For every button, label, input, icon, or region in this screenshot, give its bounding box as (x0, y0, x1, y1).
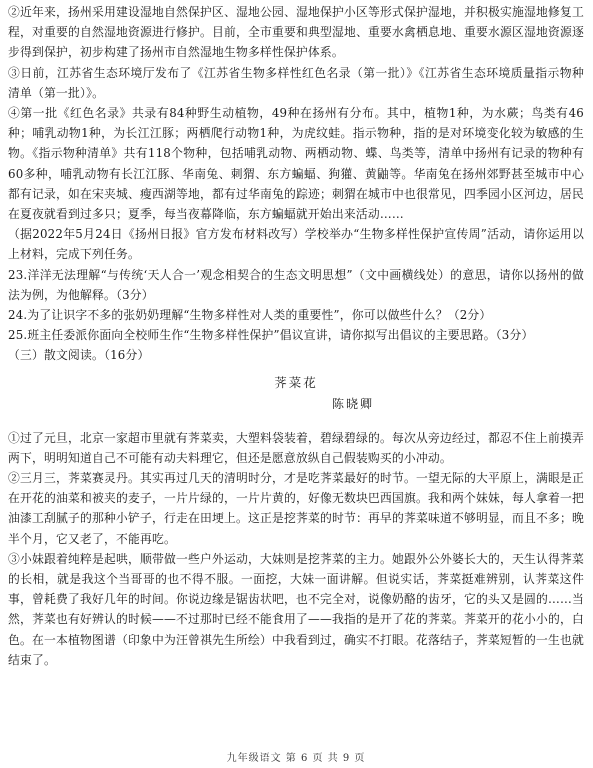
question-25: 25.班主任委派你面向全校师生作“生物多样性保护”倡议宣讲，请你拟写出倡议的主要思路。（3分） (8, 328, 534, 343)
essay-author: 陈晓卿 (331, 396, 374, 411)
exam-page (8, 2, 584, 766)
material-paragraph-4: ④第一批《红色名录》共录有84种野生动植物，49种在扬州有分布。其中，植物1种，为水蕨；鸟类有46种；哺乳动物1种，为长江江豚；两栖爬行动物1种，为虎纹蛙。指示物种，指的是对环境变化较为敏感的生物。《指示物种清单》共有118个物种，包括哺乳动物、两栖动物、蝶、鸟类等，清单中扬州有记录的物种有60多种，哺乳动物有长江江豚、华南兔、刺猬、东方蝙蝠、狗獾、黄鼬等。华南兔在扬州郊野甚至城市中心都有记录，如在宋夹城、瘦西湖等地，都有过华南兔的踪迹；刺猬在城市中也很常见，四季园小区河边，居民在夏夜就看到过多只；夏季，每当夜幕降临，东方蝙蝠就开始出来活动…… (8, 106, 584, 222)
essay-paragraph-3: ③小妹跟着纯粹是起哄，顺带做一些户外运动，大妹则是挖荠菜的主力。她跟外公外婆长大的，天生认得荠菜的长相，就是我这个当哥哥的也不得不服。一面挖，大妹一面讲解。但说实话，荠菜挺难辨别，认荠菜这件事，曾耗费了我好几年的时间。你说边缘是锯齿状吧，也不完全对，说像奶酪的齿牙，它的头又是圆的……当然，荠菜也有好辨认的时候——不过那时已经不能食用了——我指的是开了花的荠菜。荠菜开的花小小的，白色。在一本植物图谱（印象中为汪曾祺先生所绘）中我看到过，确实不打眼。花落结子，荠菜短暂的一生也就结束了。 (8, 551, 584, 667)
page-footer: 九年级语文 第 6 页 共 9 页 (226, 753, 366, 764)
section-heading: （三）散文阅读。（16分） (8, 348, 150, 363)
material-source-and-task: （据2022年5月24日《扬州日报》官方发布材料改写）学校举办“生物多样性保护宣传周”活动，请你运用以上材料，完成下列任务。 (8, 227, 584, 262)
question-24: 24.为了让识字不多的张奶奶理解“生物多样性对人类的重要性”，你可以做些什么？（2分） (8, 308, 492, 323)
question-23: 23.洋洋无法理解“与传统‘天人合一’观念相契合的生态文明思想”（文中画横线处）的意思，请你以扬州的做法为例，为他解释。（3分） (8, 267, 584, 302)
material-paragraph-2: ②近年来，扬州采用建设湿地自然保护区、湿地公园、湿地保护小区等形式保护湿地，并积极实施湿地修复工程，对重要的自然湿地资源进行修护。目前，全市重要和典型湿地、重要水禽栖息地、重要水源区湿地资源逐步得到保护，初步构建了扬州市自然湿地生物多样性保护体系。 (8, 5, 584, 60)
essay-paragraph-1: ①过了元旦，北京一家超市里就有荠菜卖，大塑料袋装着，碧绿碧绿的。每次从旁边经过，都忍不住上前摸弄两下，明明知道自己不可能有动夫料理它，但还是愿意放纵自己假装购买的小冲动。 (8, 430, 584, 465)
essay-paragraph-2: ②三月三，荠菜赛灵丹。其实再过几天的清明时分，才是吃荠菜最好的时节。一望无际的大平原上，满眼是正在开花的油菜和被夹的麦子，一片片绿的，一片片黄的，好像无数块巴西国旗。我和两个妹妹，每人拿着一把油漆工刮腻子的那种小铲子，行走在田埂上。这正是挖荠菜的时节：再早的荠菜味道不够明显，而且不多；晚半个月，它又老了，不能再吃。 (8, 471, 584, 546)
essay-title: 荠菜花 (274, 374, 318, 390)
material-paragraph-3: ③日前，江苏省生态环境厅发布了《江苏省生物多样性红色名录（第一批）》《江苏省生态环境质量指示物种清单（第一批）》。 (8, 65, 584, 100)
